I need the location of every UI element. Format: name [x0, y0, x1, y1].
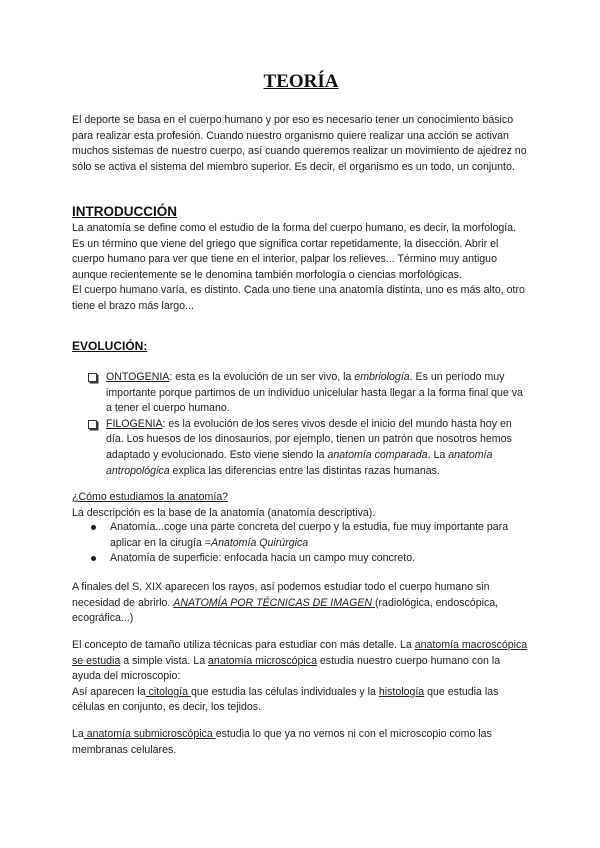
- filogenia-text-2: . La: [427, 448, 449, 461]
- filogenia-em-1: anatomía comparada: [327, 448, 428, 461]
- ontogenia-text-2: . Es un período muy importante porque partimos de un individuo unicelular hasta llegar a la forma final que va a tener el cuerpo humano.: [106, 371, 523, 415]
- bullet-icon: [91, 556, 96, 561]
- tamano-l2-text-3: que estudia las células en conjunto, es decir, los tejidos.: [72, 685, 499, 714]
- introduccion-body: [72, 221, 530, 315]
- evolucion-heading: EVOLUCIÓN:: [72, 339, 148, 353]
- tamano-text-1: El concepto de tamaño utiliza técnicas para estudiar con más detalle. La: [72, 639, 415, 651]
- tamano-line-2: [72, 685, 530, 716]
- list-item-anatomia: [88, 520, 530, 551]
- bullet-icon: [91, 525, 96, 530]
- como-desc: La descripción es la base de la anatomía (anatomía descriptiva).: [72, 506, 376, 519]
- superficie-text: Anatomía de superficie: enfocada hacia un campo muy concreto.: [110, 552, 416, 565]
- tamano-text-3: estudia nuestro cuerpo humano con la ayuda del microscopio:: [72, 654, 501, 683]
- tamano-l2-text-1: Así aparecen la: [72, 685, 146, 698]
- checkbox-bullet-icon: [88, 373, 97, 382]
- checkbox-bullet-icon: [88, 420, 97, 429]
- filogenia-em-2: anatomía antropológica: [106, 448, 493, 477]
- submicro-text: [72, 727, 530, 758]
- tamano-paragraph: [72, 638, 530, 716]
- filogenia-text-3: explica las diferencias entre las distintas razas humanas.: [169, 464, 440, 477]
- submicro-text-1: La: [72, 728, 84, 740]
- citologia-link: citología: [145, 685, 191, 698]
- ontogenia-text-1: : esta es la evolución de un ser vivo, la: [169, 371, 355, 383]
- filogenia-text-1: : es la evolución de los seres vivos desde el inicio del mundo hasta hoy en día. Los huesos de los dinosaurios, por ejemplo, tienen un patrón que nosotros hemos adaptado y evolucionado. Esto viene siendo la: [106, 417, 512, 461]
- ontogenia-term: ONTOGENIA: [106, 371, 170, 383]
- submicro-paragraph: [72, 727, 530, 758]
- macroscopica-link: anatomía macroscópica se estudia: [72, 639, 528, 667]
- submicro-text-2: estudia lo que ya no vemos ni con el microscopio como las membranas celulares.: [72, 728, 492, 756]
- list-item-superficie: [88, 551, 530, 567]
- tamano-l2-text-2: que estudia las células individuales y la: [190, 685, 379, 698]
- anatomia-quirurgica-em: Anatomía Quirúrgica: [211, 536, 309, 549]
- intro-text: El deporte se basa en el cuerpo humano y por eso es necesario tener un conocimiento básico para realizar esta profesión. Cuando nuestro organismo quiere realizar una acción se activan muchos sistemas de nuestro cuerpo, así cuando queremos realizar un movimiento de ajedrez no sólo se activa el sistema del miembro superior. Es decir, el organismo es un todo, un conjunto.: [72, 114, 527, 173]
- siglo-text-1: A finales del S. XIX aparecen los rayos, así podemos estudiar todo el cuerpo humano sin necesidad de abrirlo.: [72, 581, 490, 609]
- evolucion-list: [86, 370, 530, 479]
- siglo-text-2: (radiológica, endoscópica, ecográfica...): [72, 596, 499, 625]
- introduccion-p2: El cuerpo humano varía, es distinto. Cada uno tiene una anatomía distinta, uno es más alto, otro tiene el brazo más largo...: [72, 284, 525, 312]
- list-item-ontogenia: [86, 370, 530, 417]
- list-item-filogenia: [86, 417, 530, 479]
- como-section: [72, 490, 530, 521]
- filogenia-term: FILOGENIA: [106, 417, 163, 430]
- page-title: TEORÍA: [263, 71, 339, 92]
- tamano-text-2: a simple vista. La: [120, 654, 209, 667]
- como-question: ¿Cómo estudiamos la anatomía?: [72, 491, 229, 503]
- tamano-line-1: [72, 638, 530, 685]
- anatomia-text: Anatomía...coge una parte concreta del cuerpo y la estudia, fue muy importante para aplicar en la cirugía =: [110, 521, 509, 549]
- ontogenia-em: embriología: [354, 371, 410, 383]
- submicroscopica-link: anatomía submicroscópica: [83, 728, 216, 740]
- siglo-paragraph: [72, 580, 530, 627]
- microscopica-link: anatomía microscópica: [208, 654, 317, 667]
- como-list: [88, 520, 530, 567]
- intro-paragraph: [72, 113, 530, 175]
- imagen-em: ANATOMÍA POR TÉCNICAS DE IMAGEN: [173, 596, 375, 609]
- histologia-link: histología: [378, 685, 425, 698]
- introduccion-heading: INTRODUCCIÓN: [72, 204, 177, 219]
- siglo-text: [72, 580, 530, 627]
- introduccion-p1: La anatomía se define como el estudio de la forma del cuerpo humano, es decir, la morfología. Es un término que viene del griego que significa cortar repetidamente, la disección. Abrir el cuerpo humano para ver que tiene en el interior, palpar los relieves... Término muy antiguo aunque recientemente se le denomina también morfología o ciencias morfológicas.: [72, 222, 517, 281]
